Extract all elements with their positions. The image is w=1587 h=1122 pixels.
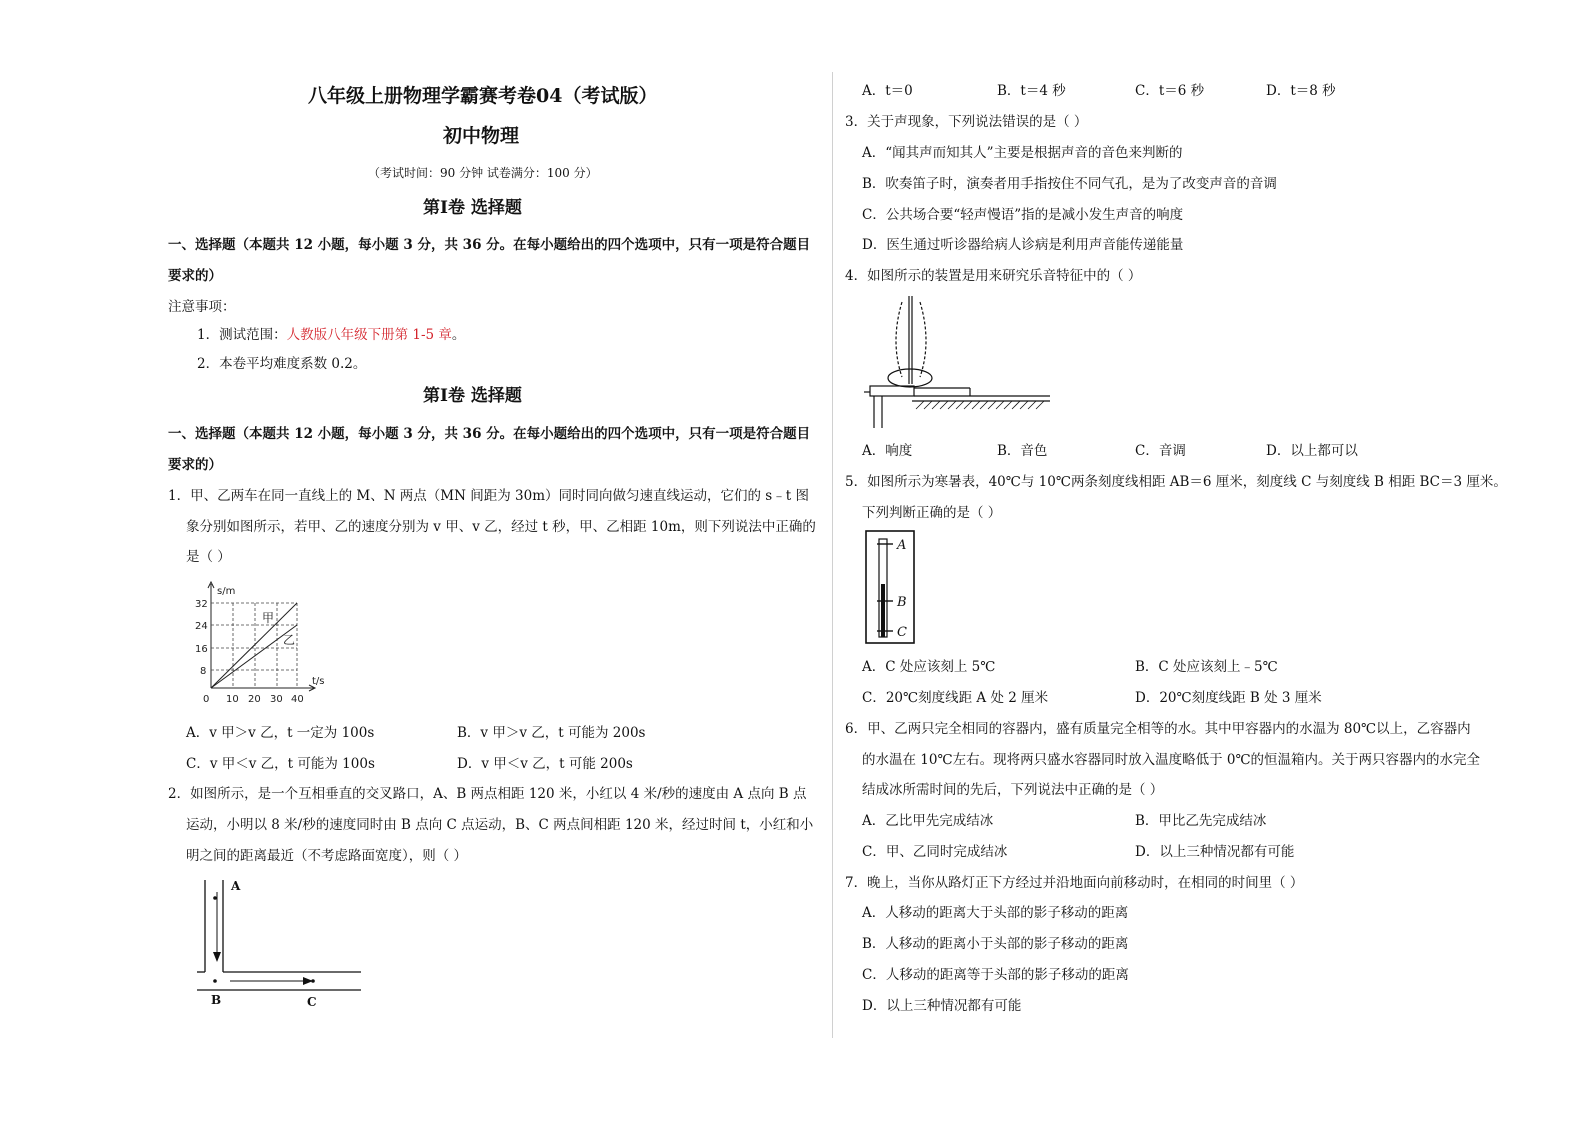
x-tick: 30 (270, 694, 283, 705)
point-c-label: C (307, 995, 317, 1009)
q3-option-a: A．“闻其声而知其人”主要是根据声音的音色来判断的 (862, 145, 1183, 161)
x-tick: 10 (226, 694, 239, 705)
q7-stem: 7．晚上，当你从路灯正下方经过并沿地面向前移动时，在相同的时间里（ ） (845, 875, 1304, 891)
q2-option-d: D．t＝8 秒 (1266, 83, 1336, 99)
mark-c-label: C (897, 625, 907, 640)
q4-option-b: B．音色 (997, 443, 1048, 459)
note-item-2: 2．本卷平均难度系数 0.2。 (197, 356, 367, 372)
q1-stem-line3: 是（ ） (186, 549, 231, 565)
q3-stem: 3．关于声现象，下列说法错误的是（ ） (845, 114, 1088, 130)
q1-option-b: B．v 甲＞v 乙，t 可能为 200s (457, 725, 646, 741)
x-tick: 40 (291, 694, 304, 705)
point-a-label: A (231, 879, 241, 893)
q5-stem-line2: 下列判断正确的是（ ） (862, 505, 1002, 521)
section-heading-repeat: 第Ⅰ卷 选择题 (423, 386, 522, 406)
section-instruction-cont: 要求的） (168, 268, 222, 284)
q7-option-a: A．人移动的距离大于头部的影子移动的距离 (862, 905, 1129, 921)
y-label: s/m (217, 586, 236, 597)
q2-option-c: C．t＝6 秒 (1135, 83, 1205, 99)
q5-thermometer-diagram (864, 529, 920, 647)
q6-option-c: C．甲、乙同时完成结冰 (862, 844, 1008, 860)
y-tick: 16 (195, 644, 208, 655)
y-tick: 24 (195, 621, 208, 632)
section-instruction: 一、选择题（本题共 12 小题，每小题 3 分，共 36 分。在每小题给出的四个选项中，只有一项是符合题目 (168, 237, 811, 253)
q1-stem-line2: 象分别如图所示，若甲、乙的速度分别为 v 甲、v 乙，经过 t 秒，甲、乙相距 10m，则下列说法中正确的 (186, 519, 816, 535)
q6-stem-line3: 结成冰所需时间的先后，下列说法中正确的是（ ） (862, 782, 1164, 798)
q2-stem-line3: 明之间的距离最近（不考虑路面宽度），则（ ） (186, 848, 468, 864)
mark-a-label: A (897, 538, 907, 553)
q2-option-b: B．t＝4 秒 (997, 83, 1066, 99)
column-divider (832, 72, 833, 1038)
q7-option-b: B．人移动的距离小于头部的影子移动的距离 (862, 936, 1129, 952)
q6-stem-line1: 6．甲、乙两只完全相同的容器内，盛有质量完全相等的水。其中甲容器内的水温为 80℃以上，乙容器内 (845, 721, 1471, 737)
q3-option-d: D．医生通过听诊器给病人诊病是利用声音能传递能量 (862, 237, 1184, 253)
q2-intersection-diagram (195, 876, 370, 1011)
q5-option-d: D．20℃刻度线距 B 处 3 厘米 (1135, 690, 1322, 706)
section-heading: 第Ⅰ卷 选择题 (423, 198, 522, 218)
line-yi-label: 乙 (283, 633, 296, 647)
point-b-label: B (211, 993, 222, 1007)
q6-option-a: A．乙比甲先完成结冰 (862, 813, 994, 829)
q1-st-graph (185, 578, 335, 708)
q5-stem-line1: 5．如图所示为寒暑表，40℃与 10℃两条刻度线相距 AB＝6 厘米，刻度线 C 与刻度线 B 相距 BC＝3 厘米。 (845, 474, 1507, 490)
page-title: 八年级上册物理学霸赛考卷04（考试版） (308, 85, 658, 107)
note-item-1: 1．测试范围：人教版八年级下册第 1-5 章。 (197, 327, 466, 343)
q2-stem-line2: 运动，小明以 8 米/秒的速度同时由 B 点向 C 点运动，B、C 两点间相距 120 米，经过时间 t，小红和小 (186, 817, 814, 833)
q4-ruler-apparatus-diagram (862, 292, 1057, 432)
notes-label: 注意事项： (168, 299, 236, 315)
q3-option-c: C．公共场合要“轻声慢语”指的是减小发生声音的响度 (862, 207, 1184, 223)
q6-stem-line2: 的水温在 10℃左右。现将两只盛水容器同时放入温度略低于 0℃的恒温箱内。关于两只容器内的水完全 (862, 752, 1481, 768)
q3-option-b: B．吹奏笛子时，演奏者用手指按住不同气孔，是为了改变声音的音调 (862, 176, 1277, 192)
y-tick: 8 (200, 666, 207, 677)
q2-option-a: A．t＝0 (862, 83, 913, 99)
y-tick: 32 (195, 599, 208, 610)
mark-b-label: B (897, 595, 907, 610)
line-jia-label: 甲 (262, 611, 275, 625)
x-label: t/s (312, 676, 325, 687)
q2-stem-line1: 2．如图所示，是一个互相垂直的交叉路口，A、B 两点相距 120 米，小红以 4 米/秒的速度由 A 点向 B 点 (168, 786, 807, 802)
q6-option-b: B．甲比乙先完成结冰 (1135, 813, 1267, 829)
x-tick: 20 (248, 694, 261, 705)
arrow-down (213, 952, 221, 962)
q5-option-b: B．C 处应该刻上﹣5℃ (1135, 659, 1278, 675)
section-instruction-repeat-cont: 要求的） (168, 457, 222, 473)
exam-info: （考试时间：90 分钟 试卷满分：100 分） (368, 166, 598, 180)
q1-option-c: C．v 甲＜v 乙，t 可能为 100s (186, 756, 375, 772)
page-subtitle: 初中物理 (443, 125, 520, 147)
q7-option-d: D．以上三种情况都有可能 (862, 998, 1022, 1014)
note-highlight: 人教版八年级下册第 1-5 章 (286, 327, 452, 343)
q5-option-a: A．C 处应该刻上 5℃ (862, 659, 996, 675)
x-tick: 0 (203, 694, 210, 705)
q4-stem: 4．如图所示的装置是用来研究乐音特征中的（ ） (845, 268, 1142, 284)
q4-option-c: C．音调 (1135, 443, 1186, 459)
q1-stem-line1: 1．甲、乙两车在同一直线上的 M、N 两点（MN 间距为 30m）同时同向做匀速直线运动，它们的 s﹣t 图 (168, 488, 809, 504)
q6-option-d: D．以上三种情况都有可能 (1135, 844, 1295, 860)
section-instruction-repeat: 一、选择题（本题共 12 小题，每小题 3 分，共 36 分。在每小题给出的四个选项中，只有一项是符合题目 (168, 426, 811, 442)
q1-option-d: D．v 甲＜v 乙，t 可能 200s (457, 756, 633, 772)
q4-option-a: A．响度 (862, 443, 913, 459)
q4-option-d: D．以上都可以 (1266, 443, 1358, 459)
q1-option-a: A．v 甲＞v 乙，t 一定为 100s (186, 725, 375, 741)
q5-option-c: C．20℃刻度线距 A 处 2 厘米 (862, 690, 1049, 706)
q7-option-c: C．人移动的距离等于头部的影子移动的距离 (862, 967, 1129, 983)
table-hatching (916, 401, 1044, 409)
